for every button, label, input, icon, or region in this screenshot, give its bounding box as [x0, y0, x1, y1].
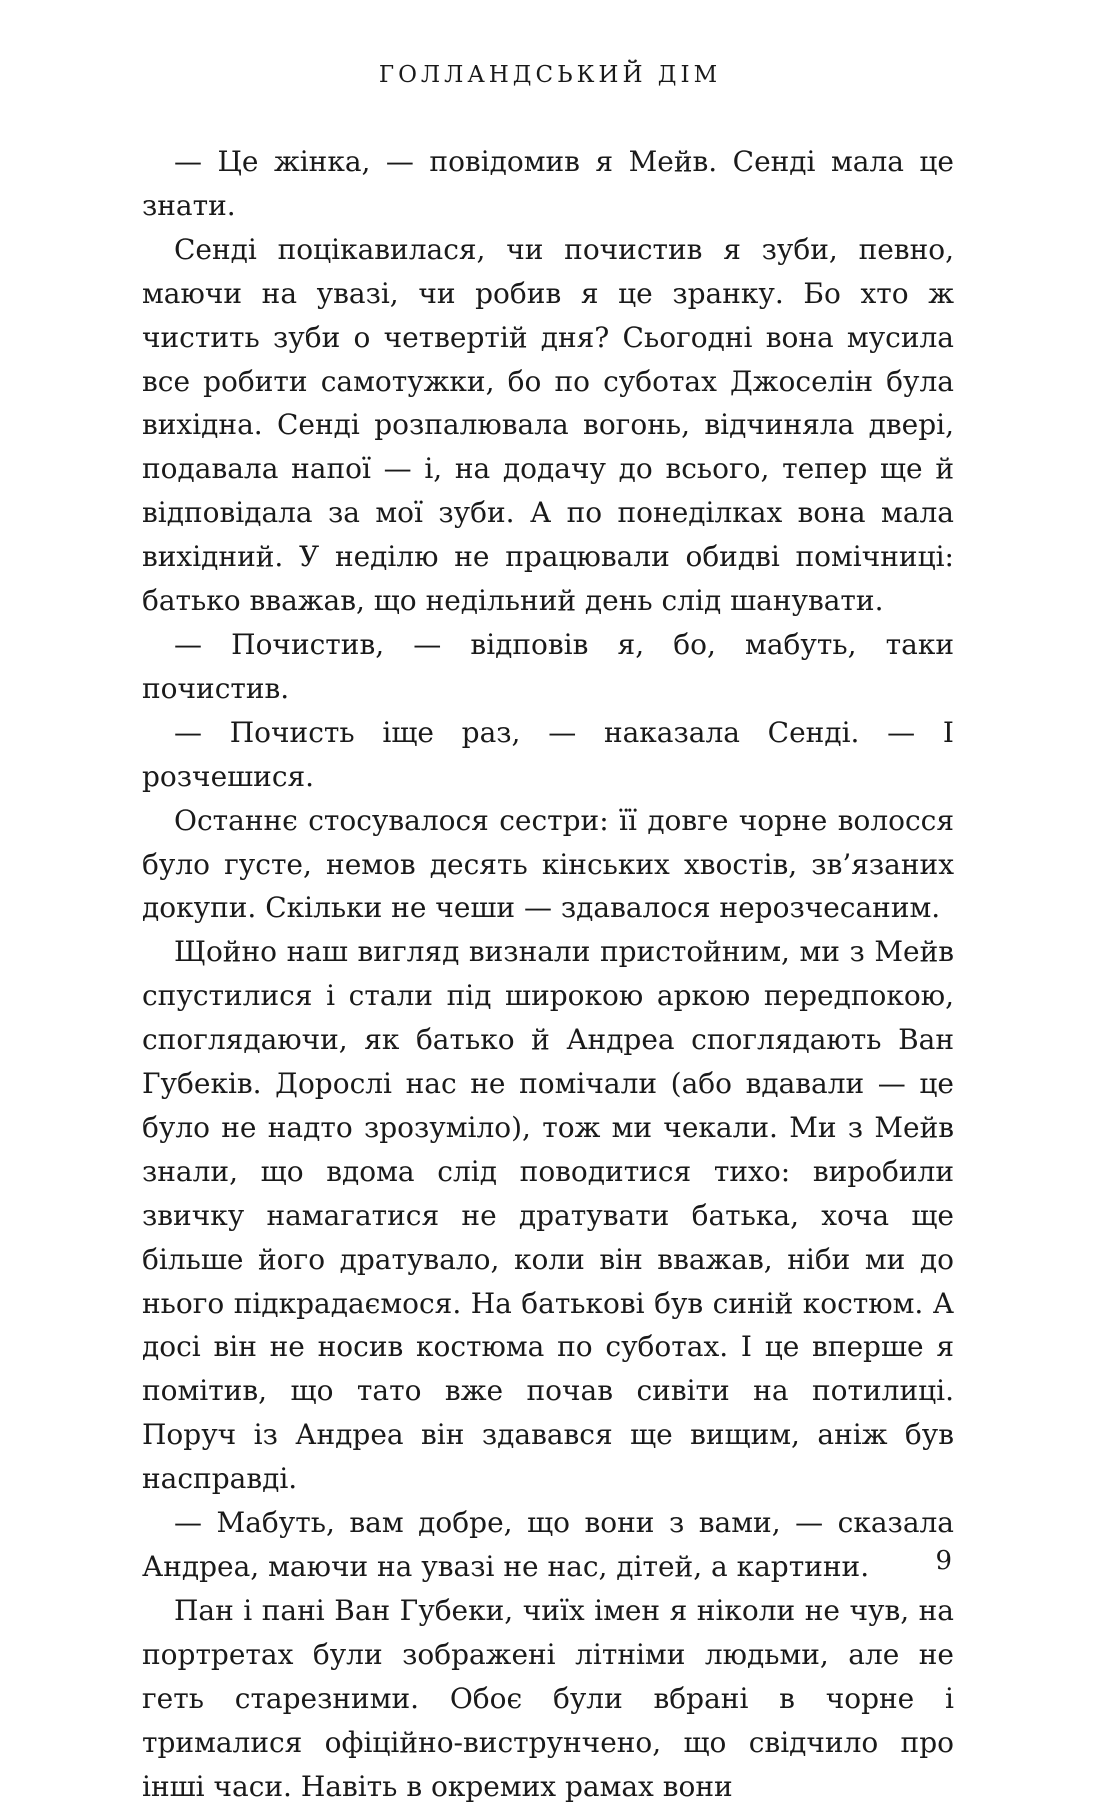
- paragraph-8: Пан і пані Ван Губеки, чиїх імен я ніколи не чув, на портретах були зображені літніми людьми, але не геть старезними. Обоє були вбрані в чорне і трималися офіційно-виструнчено, що свідчило про інші часи. Навіть в окремих рамах вони: [142, 1593, 954, 1803]
- paragraph-6: Щойно наш вигляд визнали пристойним, ми з Мейв спустилися і стали під широкою аркою передпокою, споглядаючи, як батько й Андреа споглядають Ван Губеків. Дорослі нас не помічали (або вдавали — це було не надто зрозуміло), тож ми чекали. Ми з Мейв знали, що вдома слід поводитися тихо: виробили звичку намагатися не дратувати батька, хоча ще більше його дратувало, коли він вважав, ніби ми до нього підкрадаємося. На батькові був синій костюм. А досі він не носив костюма по суботах. І це вперше я помітив, що тато вже почав сивіти на потилиці. Поруч із Андреа він здавався ще вищим, аніж був насправді.: [142, 935, 954, 1496]
- paragraph-3: — Почистив, — відповів я, бо, мабуть, таки почистив.: [142, 627, 954, 705]
- body-text: [142, 140, 954, 1808]
- paragraph-7: — Мабуть, вам добре, що вони з вами, — сказала Андреа, маючи на увазі не нас, дітей, а картини.: [142, 1506, 954, 1583]
- paragraph-2: Сенді поцікавилася, чи почистив я зуби, певно, маючи на увазі, чи робив я це зранку. Бо хто ж чистить зуби о четвертій дня? Сьогодні вона мусила все робити самотужки, бо по суботах Джоселін була вихідна. Сенді розпалювала вогонь, відчиняла двері, подавала напої — і, на додачу до всього, тепер ще й відповідала за мої зуби. А по понеділках вона мала вихідний. У неділю не працювали обидві помічниці: батько вважав, що недільний день слід шанувати.: [142, 232, 954, 618]
- running-head-title: ГОЛЛАНДСЬКИЙ ДІМ: [378, 62, 722, 88]
- paragraph-5: Останнє стосувалося сестри: її довге чорне волосся було густе, немов десять кінських хвостів, зв’язаних докупи. Скільки не чеши — здавалося нерозчесаним.: [142, 803, 954, 925]
- paragraph-1: — Це жінка, — повідомив я Мейв. Сенді мала це знати.: [142, 145, 954, 222]
- page-number: 9: [935, 1546, 952, 1576]
- paragraph-4: — Почисть іще раз, — наказала Сенді. — І розчешися.: [142, 715, 954, 793]
